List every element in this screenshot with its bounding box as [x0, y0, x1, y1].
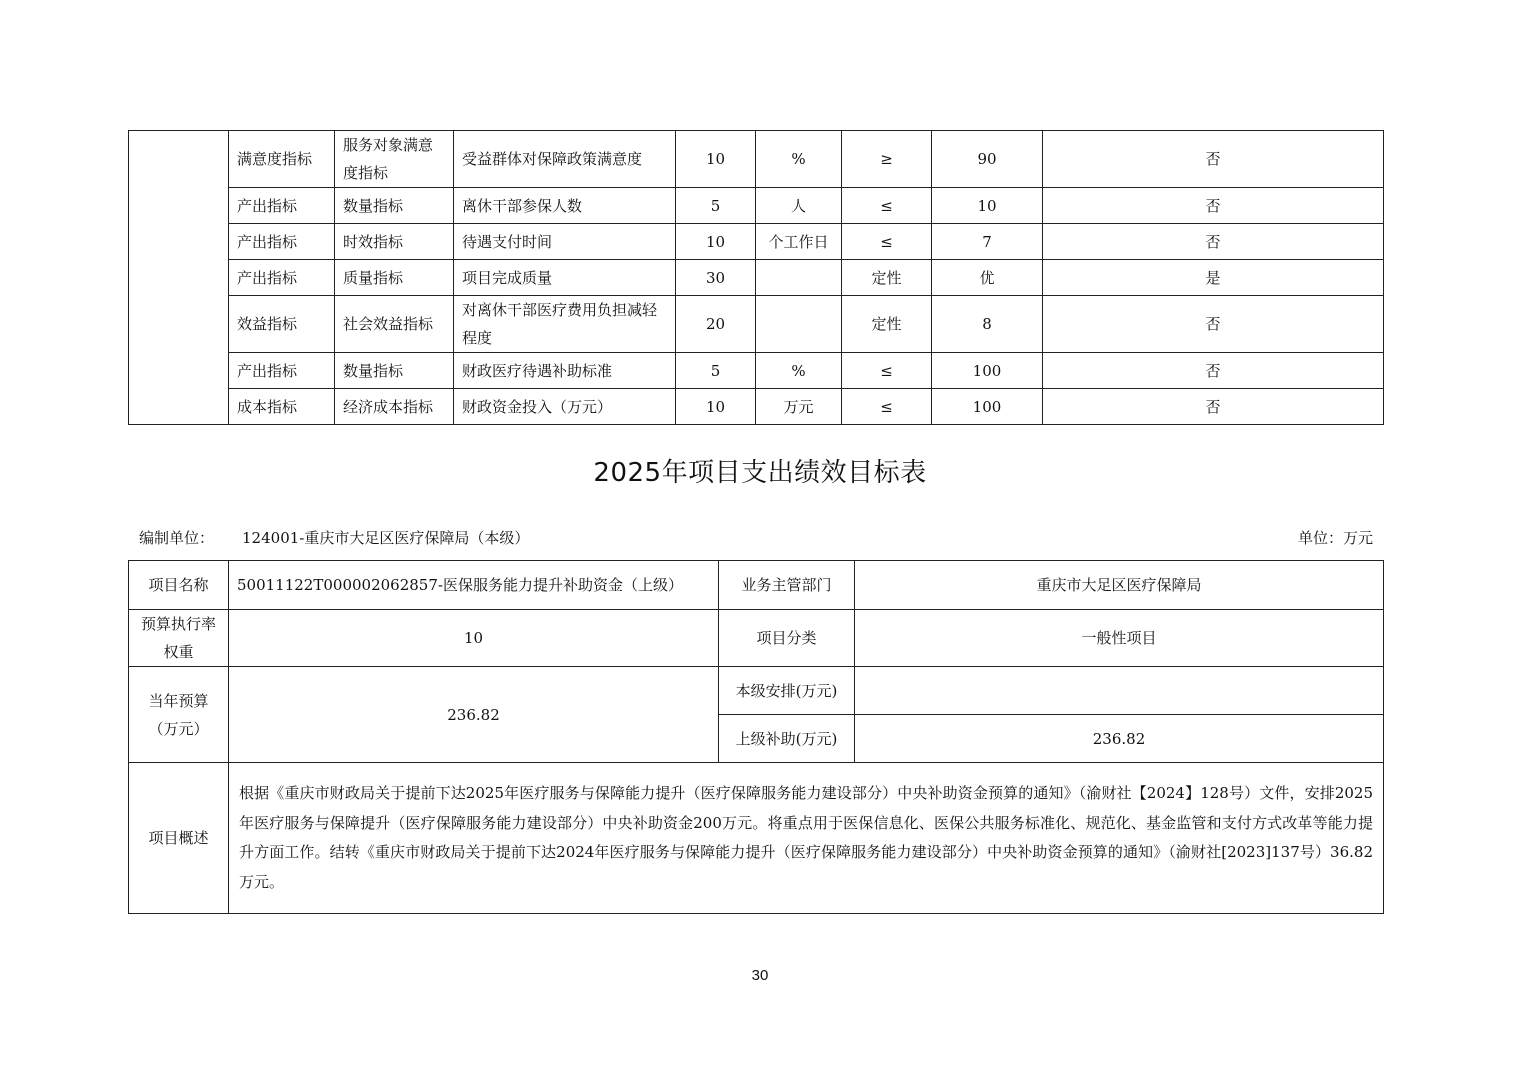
indicator-name: 离休干部参保人数 [454, 188, 676, 224]
indicator-weight: 20 [676, 296, 756, 353]
level1-indicator: 产出指标 [229, 260, 335, 296]
indicator-operator: ≤ [842, 389, 932, 425]
indicator-core: 否 [1043, 188, 1384, 224]
dept-value: 重庆市大足区医疗保障局 [855, 561, 1384, 610]
indicator-weight: 5 [676, 188, 756, 224]
local-arrangement-value [855, 667, 1384, 715]
project-name-value: 50011122T000002062857-医保服务能力提升补助资金（上级） [229, 561, 719, 610]
indicator-core: 是 [1043, 260, 1384, 296]
level1-indicator: 产出指标 [229, 188, 335, 224]
compiling-unit-label: 编制单位： [139, 529, 215, 547]
level1-indicator: 效益指标 [229, 296, 335, 353]
dept-label: 业务主管部门 [719, 561, 855, 610]
indicator-unit [756, 260, 842, 296]
level2-indicator: 数量指标 [335, 188, 454, 224]
level2-indicator: 服务对象满意度指标 [335, 131, 454, 188]
currency-unit: 单位：万元 [1297, 529, 1373, 547]
indicator-operator: 定性 [842, 260, 932, 296]
indicator-weight: 30 [676, 260, 756, 296]
overview-text: 根据《重庆市财政局关于提前下达2025年医疗服务与保障能力提升（医疗保障服务能力建设部分）中央补助资金预算的通知》（渝财社【2024】128号）文件，安排2025年医疗服务与保障提升（医疗保障服务能力建设部分）中央补助资金200万元。将重点用于医保信息化、医保公共服务标准化、规范化、基金监管和支付方式改革等能力提升方面工作。结转《重庆市财政局关于提前下达2024年医疗服务与保障能力提升（医疗保障服务能力建设部分）中央补助资金预算的通知》（渝财社[2023]137号）36.82万元。 [229, 763, 1384, 914]
indicator-name: 受益群体对保障政策满意度 [454, 131, 676, 188]
indicator-operator: ≥ [842, 131, 932, 188]
category-label: 项目分类 [719, 610, 855, 667]
indicator-unit [756, 296, 842, 353]
indicator-operator: ≤ [842, 188, 932, 224]
indicator-weight: 10 [676, 389, 756, 425]
level1-indicator: 产出指标 [229, 224, 335, 260]
indicator-table [128, 130, 1384, 425]
indicator-name: 财政资金投入（万元） [454, 389, 676, 425]
overview-label: 项目概述 [129, 763, 229, 914]
indicator-core: 否 [1043, 389, 1384, 425]
indicator-weight: 10 [676, 224, 756, 260]
indicator-weight: 5 [676, 353, 756, 389]
level1-indicator: 满意度指标 [229, 131, 335, 188]
indicator-unit: 个工作日 [756, 224, 842, 260]
indicator-core: 否 [1043, 353, 1384, 389]
indicator-value: 90 [932, 131, 1043, 188]
indicator-unit: 万元 [756, 389, 842, 425]
indicator-value: 8 [932, 296, 1043, 353]
weight-value: 10 [229, 610, 719, 667]
indicator-value: 7 [932, 224, 1043, 260]
indicator-unit: 人 [756, 188, 842, 224]
budget-label: 当年预算（万元） [129, 667, 229, 763]
local-arrangement-label: 本级安排(万元) [719, 667, 855, 715]
indicator-name: 财政医疗待遇补助标准 [454, 353, 676, 389]
weight-label: 预算执行率权重 [129, 610, 229, 667]
level2-indicator: 质量指标 [335, 260, 454, 296]
indicator-value: 100 [932, 389, 1043, 425]
indicator-operator: 定性 [842, 296, 932, 353]
level1-indicator: 成本指标 [229, 389, 335, 425]
upper-subsidy-value: 236.82 [855, 715, 1384, 763]
project-table [128, 560, 1384, 914]
indicator-unit: % [756, 353, 842, 389]
indicator-value: 100 [932, 353, 1043, 389]
indicator-core: 否 [1043, 296, 1384, 353]
indicator-core: 否 [1043, 131, 1384, 188]
level1-indicator: 产出指标 [229, 353, 335, 389]
project-name-label: 项目名称 [129, 561, 229, 610]
category-value: 一般性项目 [855, 610, 1384, 667]
indicator-value: 10 [932, 188, 1043, 224]
indicator-name: 项目完成质量 [454, 260, 676, 296]
indicator-unit: % [756, 131, 842, 188]
upper-subsidy-label: 上级补助(万元) [719, 715, 855, 763]
indicator-operator: ≤ [842, 353, 932, 389]
compiling-unit [139, 527, 529, 548]
indicator-value: 优 [932, 260, 1043, 296]
indicator-name: 待遇支付时间 [454, 224, 676, 260]
indicator-core: 否 [1043, 224, 1384, 260]
level2-indicator: 时效指标 [335, 224, 454, 260]
budget-value: 236.82 [229, 667, 719, 763]
indicator-name: 对离休干部医疗费用负担减轻程度 [454, 296, 676, 353]
page-number: 30 [751, 967, 769, 984]
indicator-operator: ≤ [842, 224, 932, 260]
blank-merged-cell [129, 131, 229, 425]
compiling-unit-value: 124001-重庆市大足区医疗保障局（本级） [242, 529, 530, 547]
level2-indicator: 经济成本指标 [335, 389, 454, 425]
indicator-weight: 10 [676, 131, 756, 188]
page-title: 2025年项目支出绩效目标表 [593, 458, 927, 488]
level2-indicator: 社会效益指标 [335, 296, 454, 353]
level2-indicator: 数量指标 [335, 353, 454, 389]
